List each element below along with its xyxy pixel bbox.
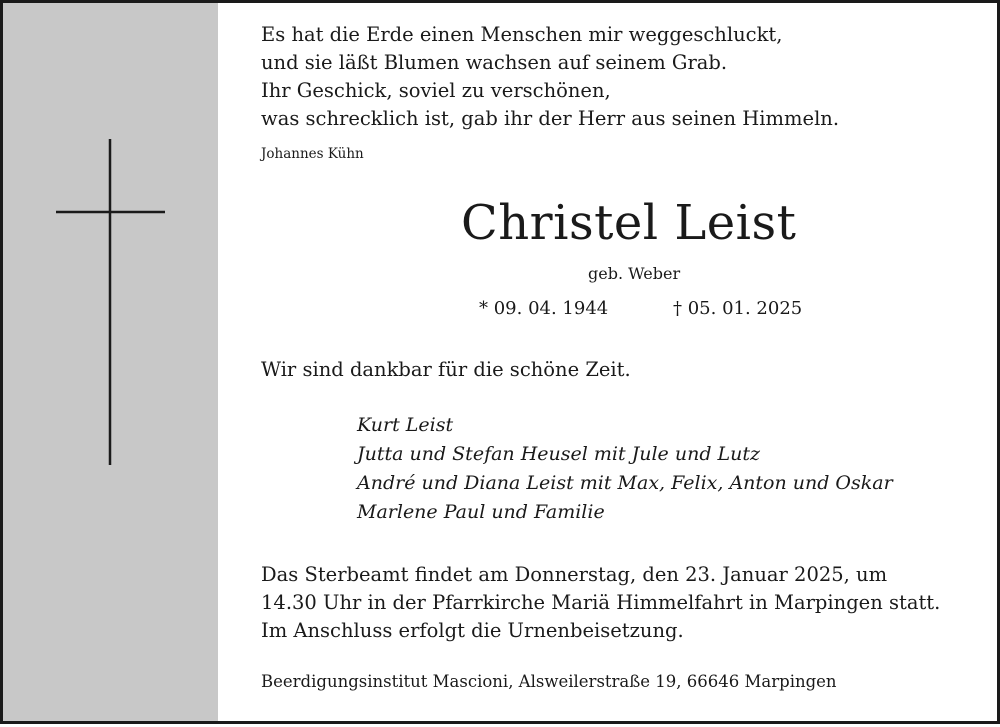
birth-date: * 09. 04. 1944: [479, 298, 609, 319]
cross-icon: [3, 3, 218, 727]
notice-content: [261, 3, 991, 721]
mourner: Marlene Paul und Familie: [357, 501, 605, 523]
service-line: Im Anschluss erfolgt die Urnenbeisetzung.: [261, 619, 684, 642]
service-info: [261, 561, 940, 645]
poem-author: Johannes Kühn: [261, 146, 364, 162]
mourner: Kurt Leist: [357, 414, 454, 436]
mourner: Jutta und Stefan Heusel mit Jule und Lutz: [357, 443, 761, 465]
service-line: Das Sterbeamt findet am Donnerstag, den 23. Januar 2025, um: [261, 563, 888, 586]
poem: [261, 21, 839, 133]
side-panel: [3, 3, 218, 721]
death-date: † 05. 01. 2025: [673, 298, 803, 319]
mourners-list: [357, 411, 893, 527]
poem-line: Es hat die Erde einen Menschen mir weggeschluckt,: [261, 23, 783, 46]
thanks-line: Wir sind dankbar für die schöne Zeit.: [261, 358, 631, 381]
mourner: André und Diana Leist mit Max, Felix, Anton und Oskar: [357, 472, 893, 494]
poem-line: Ihr Geschick, soviel zu verschönen,: [261, 79, 611, 102]
deceased-name: Christel Leist: [461, 195, 797, 251]
poem-line: und sie läßt Blumen wachsen auf seinem Grab.: [261, 51, 728, 74]
undertaker-info: Beerdigungsinstitut Mascioni, Alsweilerstraße 19, 66646 Marpingen: [261, 672, 837, 691]
maiden-name: geb. Weber: [588, 264, 681, 283]
poem-line: was schrecklich ist, gab ihr der Herr aus seinen Himmeln.: [261, 107, 840, 130]
service-line: 14.30 Uhr in der Pfarrkirche Mariä Himmelfahrt in Marpingen statt.: [261, 591, 941, 614]
